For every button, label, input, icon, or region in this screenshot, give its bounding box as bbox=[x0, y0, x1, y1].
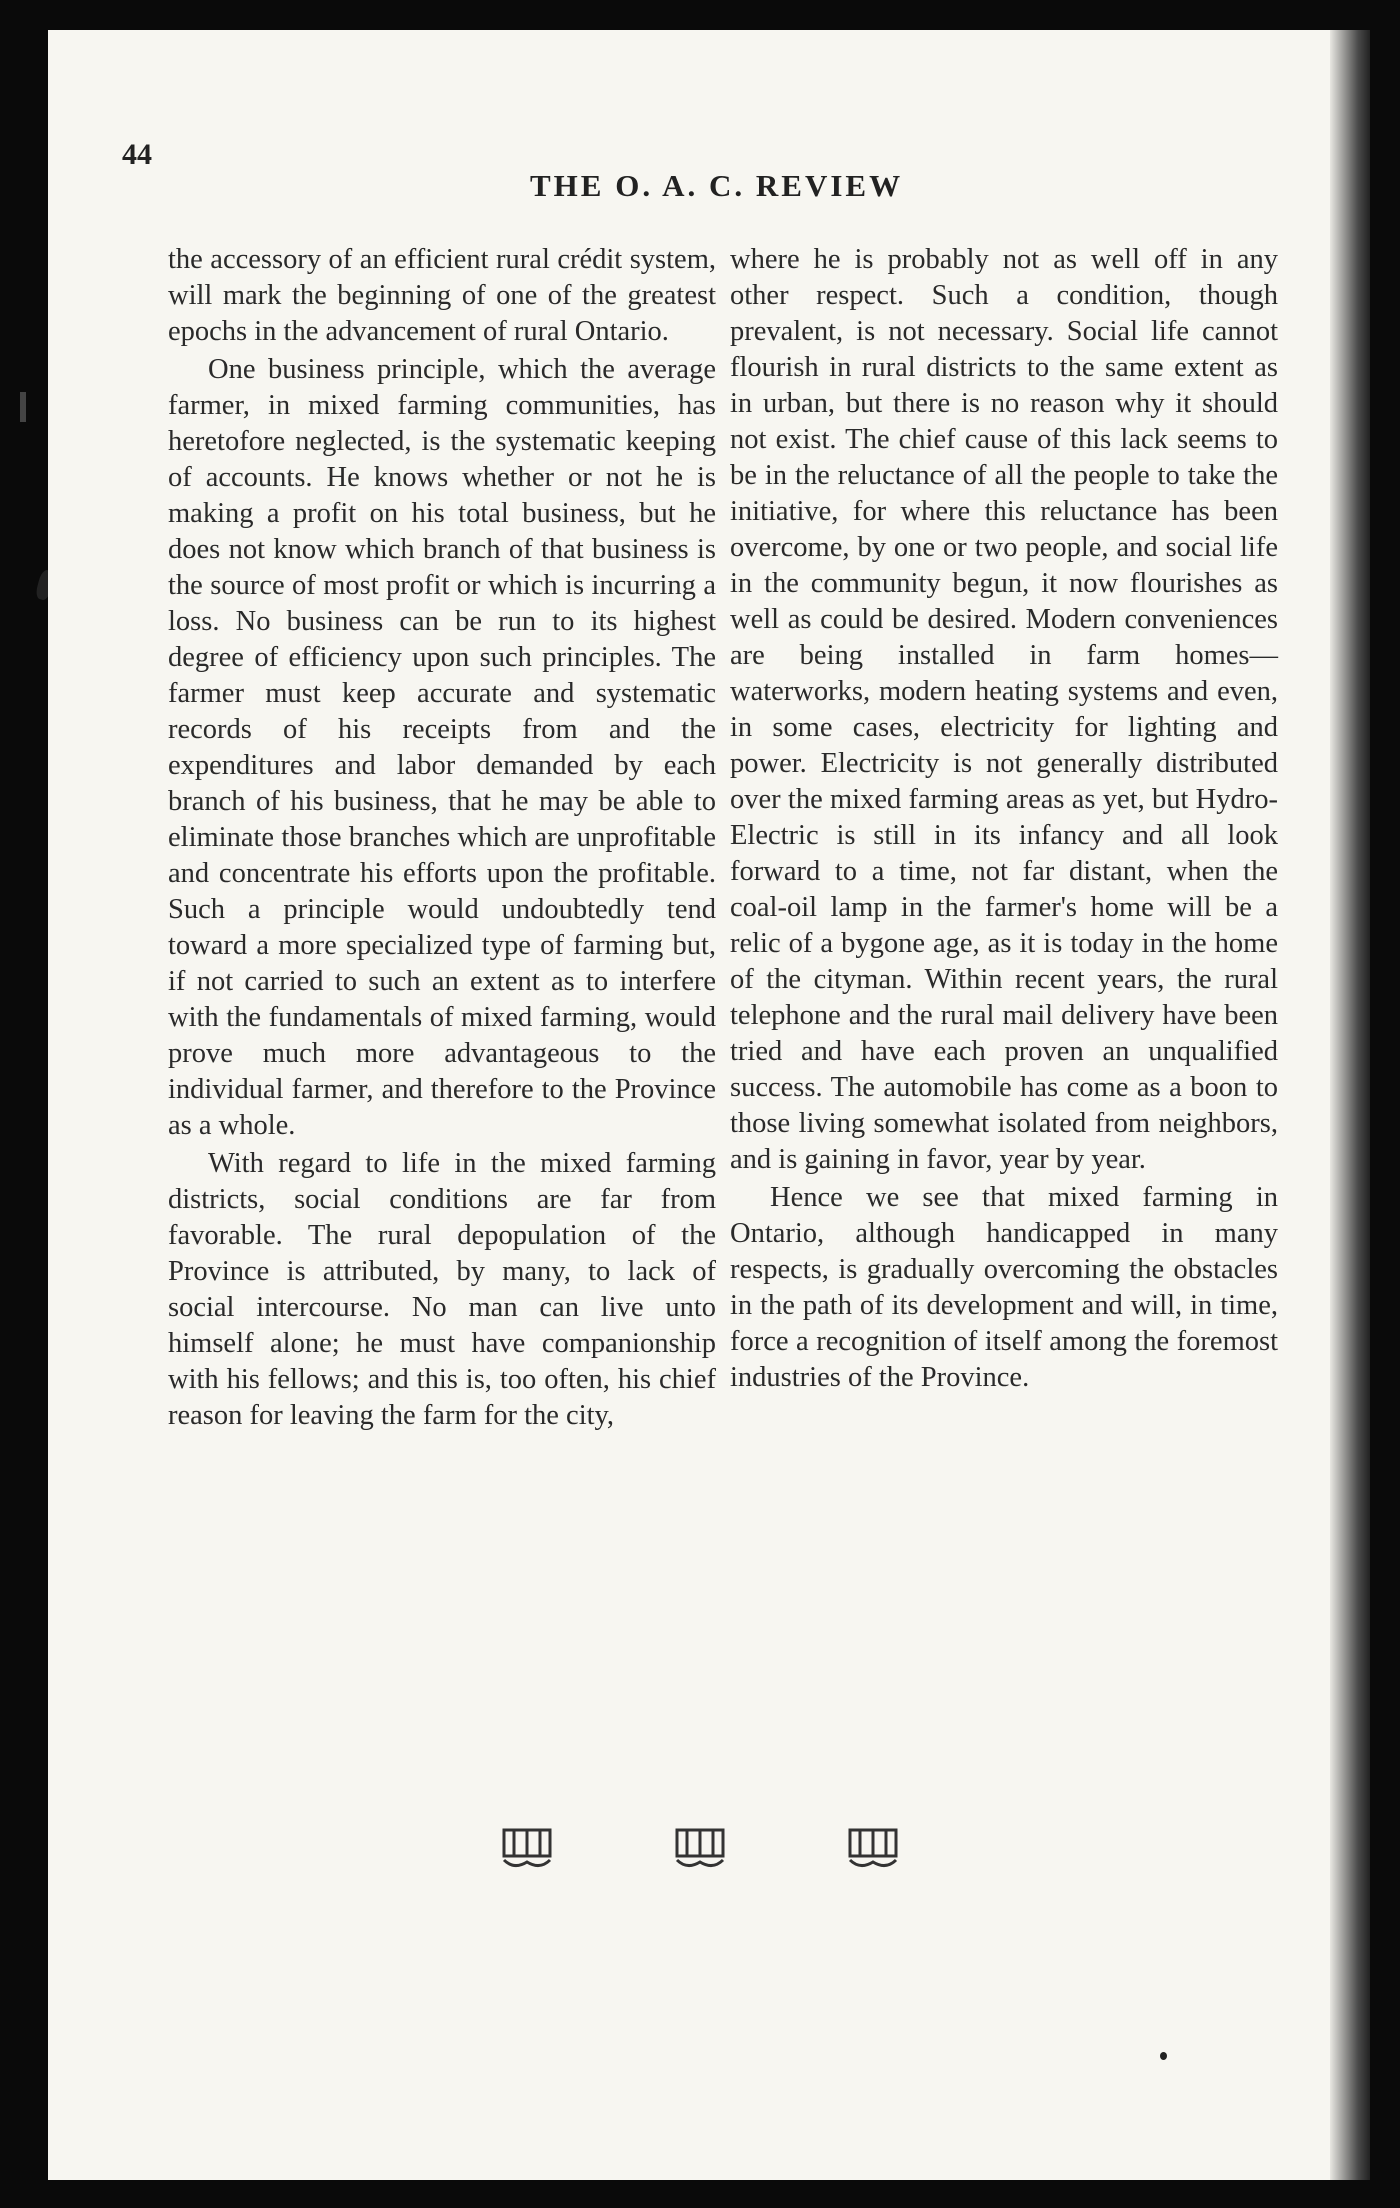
oac-monogram-ornament-icon bbox=[673, 1826, 727, 1872]
right-column bbox=[730, 242, 1278, 1396]
scan-mark bbox=[20, 392, 26, 422]
ink-dot bbox=[1160, 2052, 1167, 2060]
oac-monogram-ornament-icon bbox=[500, 1826, 554, 1872]
paragraph: With regard to life in the mixed farming districts, social conditions are far from favorable. The rural depopulation of the Province is attributed, by many, to lack of social intercourse. No man can live unto himself alone; he must have companionship with his fellows; and this is, too often, his chief reason for leaving the farm for the city, bbox=[168, 1148, 716, 1431]
running-head: THE O. A. C. REVIEW bbox=[530, 168, 904, 203]
ornament-row bbox=[500, 1826, 900, 1872]
paragraph: where he is probably not as well off in any other respect. Such a condition, though prevalent, is not necessary. Social life cannot flourish in rural districts to the same extent as in urban, but there is no reason why it should not exist. The chief cause of this lack seems to be in the reluctance of all the people to take the initiative, for where this reluctance has been overcome, by one or two people, and social life in the community begun, it now flourishes as well as could be desired. Modern conveniences are being installed in farm homes—waterworks, modern heating systems and even, in some cases, electricity for lighting and power. Electricity is not generally distributed over the mixed farming areas as yet, but Hydro-Electric is still in its infancy and all look forward to a time, not far distant, when the coal-oil lamp in the farmer's home will be a relic of a bygone age, as it is today in the home of the cityman. Within recent years, the rural telephone and the rural mail delivery have been tried and have each proven an unqualified success. The automobile has come as a boon to those living somewhat isolated from neighbors, and is gaining in favor, year by year. bbox=[730, 244, 1278, 1175]
oac-monogram-ornament-icon bbox=[846, 1826, 900, 1872]
page-edge-shadow bbox=[1330, 30, 1370, 2180]
left-column bbox=[168, 242, 716, 1434]
page-number: 44 bbox=[122, 138, 152, 171]
paragraph: One business principle, which the average farmer, in mixed farming communities, has heretofore neglected, is the systematic keeping of accounts. He knows whether or not he is making a profit on his total business, but he does not know which branch of that business is the source of most profit or which is incurring a loss. No business can be run to its highest degree of efficiency upon such principles. The farmer must keep accurate and systematic records of his receipts from and the expenditures and labor demanded by each branch of his business, that he may be able to eliminate those branches which are unprofitable and concentrate his efforts upon the profitable. Such a principle would undoubtedly tend toward a more specialized type of farming but, if not carried to such an extent as to interfere with the fundamentals of mixed farming, would prove much more advantageous to the individual farmer, and therefore to the Province as a whole. bbox=[168, 354, 716, 1141]
paragraph: the accessory of an efficient rural crédit system, will mark the beginning of one of the greatest epochs in the advancement of rural Ontario. bbox=[168, 244, 716, 347]
paragraph: Hence we see that mixed farming in Ontario, although handicapped in many respects, is gradually overcoming the obstacles in the path of its development and will, in time, force a recognition of itself among the foremost industries of the Province. bbox=[730, 1182, 1278, 1393]
